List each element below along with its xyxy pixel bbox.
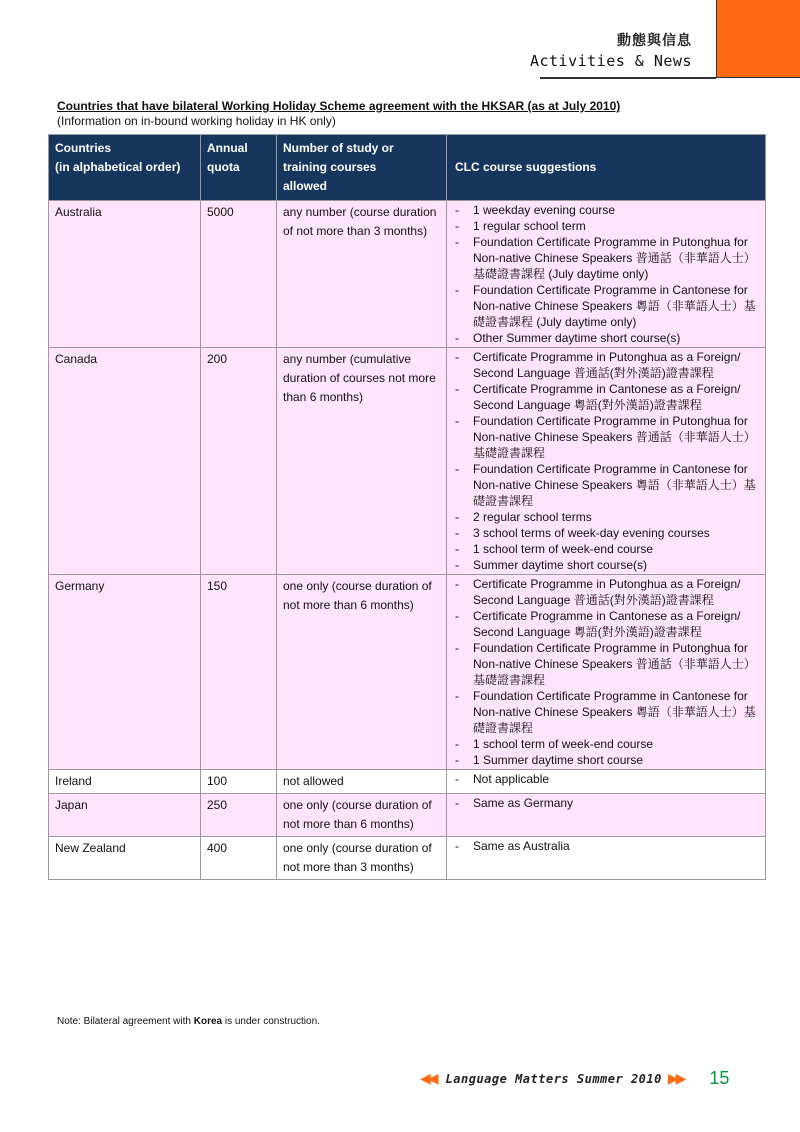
country-cell: Germany [49, 575, 201, 770]
suggestion-item: - Certificate Programme in Cantonese as a Foreign/ Second Language 粵語(對外漢語)證書課程 [453, 381, 759, 413]
suggestion-item: - Other Summer daytime short course(s) [453, 330, 759, 346]
footnote [57, 1016, 320, 1027]
suggestion-item: - Foundation Certificate Programme in Cantonese for Non-native Chinese Speakers 粵語（非華語人士）基礎證書課程 [453, 461, 759, 509]
header-countries-line1: Countries [55, 141, 112, 155]
country-cell: Ireland [49, 770, 201, 794]
suggestion-item: - Same as Australia [453, 838, 759, 854]
suggestions-cell [447, 837, 766, 880]
suggestion-item: - 1 weekday evening course [453, 202, 759, 218]
suggestion-item: - Summer daytime short course(s) [453, 557, 759, 573]
page-number: 15 [709, 1068, 730, 1088]
header-countries [49, 135, 201, 201]
header-accent-block [716, 0, 800, 78]
publication-name: Language Matters Summer 2010 [445, 1071, 662, 1086]
footnote-suffix: is under construction. [222, 1016, 320, 1027]
header-quota [201, 135, 277, 201]
table-row [49, 575, 766, 770]
working-holiday-table [48, 134, 766, 880]
table-row [49, 348, 766, 575]
header-courses-line3: allowed [283, 179, 328, 193]
quota-cell: 100 [201, 770, 277, 794]
suggestions-cell [447, 201, 766, 348]
table-row [49, 794, 766, 837]
suggestion-list [453, 838, 759, 854]
suggestion-item: - 1 school term of week-end course [453, 736, 759, 752]
suggestion-item: - Same as Germany [453, 795, 759, 811]
header-quota-line1: Annual [207, 141, 248, 155]
courses-cell: one only (course duration of not more than 6 months) [277, 794, 447, 837]
suggestion-item: - Certificate Programme in Putonghua as a Foreign/ Second Language 普通話(對外漢語)證書課程 [453, 576, 759, 608]
header-countries-line2: (in alphabetical order) [55, 160, 181, 174]
page-footer [420, 1068, 729, 1089]
table-row [49, 837, 766, 880]
header-divider [540, 77, 716, 79]
table-row [49, 770, 766, 794]
page-title: Countries that have bilateral Working Holiday Scheme agreement with the HKSAR (as at July 2010) [57, 99, 621, 113]
suggestion-item: - 1 school term of week-end course [453, 541, 759, 557]
page-subtitle: (Information on in-bound working holiday in HK only) [57, 114, 336, 128]
double-right-arrow-icon: ▶▶ [667, 1070, 684, 1086]
header-courses-line2: training courses [283, 160, 377, 174]
courses-cell: any number (cumulative duration of courses not more than 6 months) [277, 348, 447, 575]
suggestion-list [453, 795, 759, 811]
suggestion-list [453, 349, 759, 573]
suggestion-item: - 1 Summer daytime short course [453, 752, 759, 768]
quota-cell: 200 [201, 348, 277, 575]
suggestions-cell [447, 794, 766, 837]
header-courses [277, 135, 447, 201]
double-left-arrow-icon: ◀◀ [420, 1070, 436, 1086]
header-clc-suggestions: CLC course suggestions [447, 135, 766, 201]
table-row [49, 201, 766, 348]
suggestion-item: - 1 regular school term [453, 218, 759, 234]
courses-cell: not allowed [277, 770, 447, 794]
suggestion-list [453, 576, 759, 768]
footnote-country: Korea [193, 1016, 223, 1027]
quota-cell: 150 [201, 575, 277, 770]
suggestions-cell [447, 770, 766, 794]
suggestions-cell [447, 575, 766, 770]
courses-cell: one only (course duration of not more than 6 months) [277, 575, 447, 770]
suggestion-item: - Foundation Certificate Programme in Cantonese for Non-native Chinese Speakers 粵語（非華語人士）基礎證書課程 (July daytime only) [453, 282, 759, 330]
header-courses-line1: Number of study or [283, 141, 394, 155]
quota-cell: 250 [201, 794, 277, 837]
courses-cell: one only (course duration of not more than 3 months) [277, 837, 447, 880]
section-title-english: Activities & News [529, 52, 692, 70]
quota-cell: 5000 [201, 201, 277, 348]
country-cell: New Zealand [49, 837, 201, 880]
table-header-row [49, 135, 766, 201]
section-title-chinese: 動態與信息 [617, 33, 692, 49]
country-cell: Australia [49, 201, 201, 348]
suggestion-list [453, 771, 759, 787]
suggestion-item: - Certificate Programme in Cantonese as a Foreign/ Second Language 粵語(對外漢語)證書課程 [453, 608, 759, 640]
header-quota-line2: quota [207, 160, 240, 174]
suggestion-item: - 2 regular school terms [453, 509, 759, 525]
suggestion-item: - Not applicable [453, 771, 759, 787]
suggestion-item: - Foundation Certificate Programme in Cantonese for Non-native Chinese Speakers 粵語（非華語人士）基礎證書課程 [453, 688, 759, 736]
courses-cell: any number (course duration of not more than 3 months) [277, 201, 447, 348]
country-cell: Japan [49, 794, 201, 837]
quota-cell: 400 [201, 837, 277, 880]
suggestion-list [453, 202, 759, 346]
suggestions-cell [447, 348, 766, 575]
country-cell: Canada [49, 348, 201, 575]
footnote-prefix: Note: Bilateral agreement with [57, 1016, 194, 1027]
suggestion-item: - Foundation Certificate Programme in Putonghua for Non-native Chinese Speakers 普通話（非華語人士）基礎證書課程 (July daytime only) [453, 234, 759, 282]
suggestion-item: - Foundation Certificate Programme in Putonghua for Non-native Chinese Speakers 普通話（非華語人士）基礎證書課程 [453, 640, 759, 688]
suggestion-item: - 3 school terms of week-day evening courses [453, 525, 759, 541]
suggestion-item: - Foundation Certificate Programme in Putonghua for Non-native Chinese Speakers 普通話（非華語人士）基礎證書課程 [453, 413, 759, 461]
suggestion-item: - Certificate Programme in Putonghua as a Foreign/ Second Language 普通話(對外漢語)證書課程 [453, 349, 759, 381]
